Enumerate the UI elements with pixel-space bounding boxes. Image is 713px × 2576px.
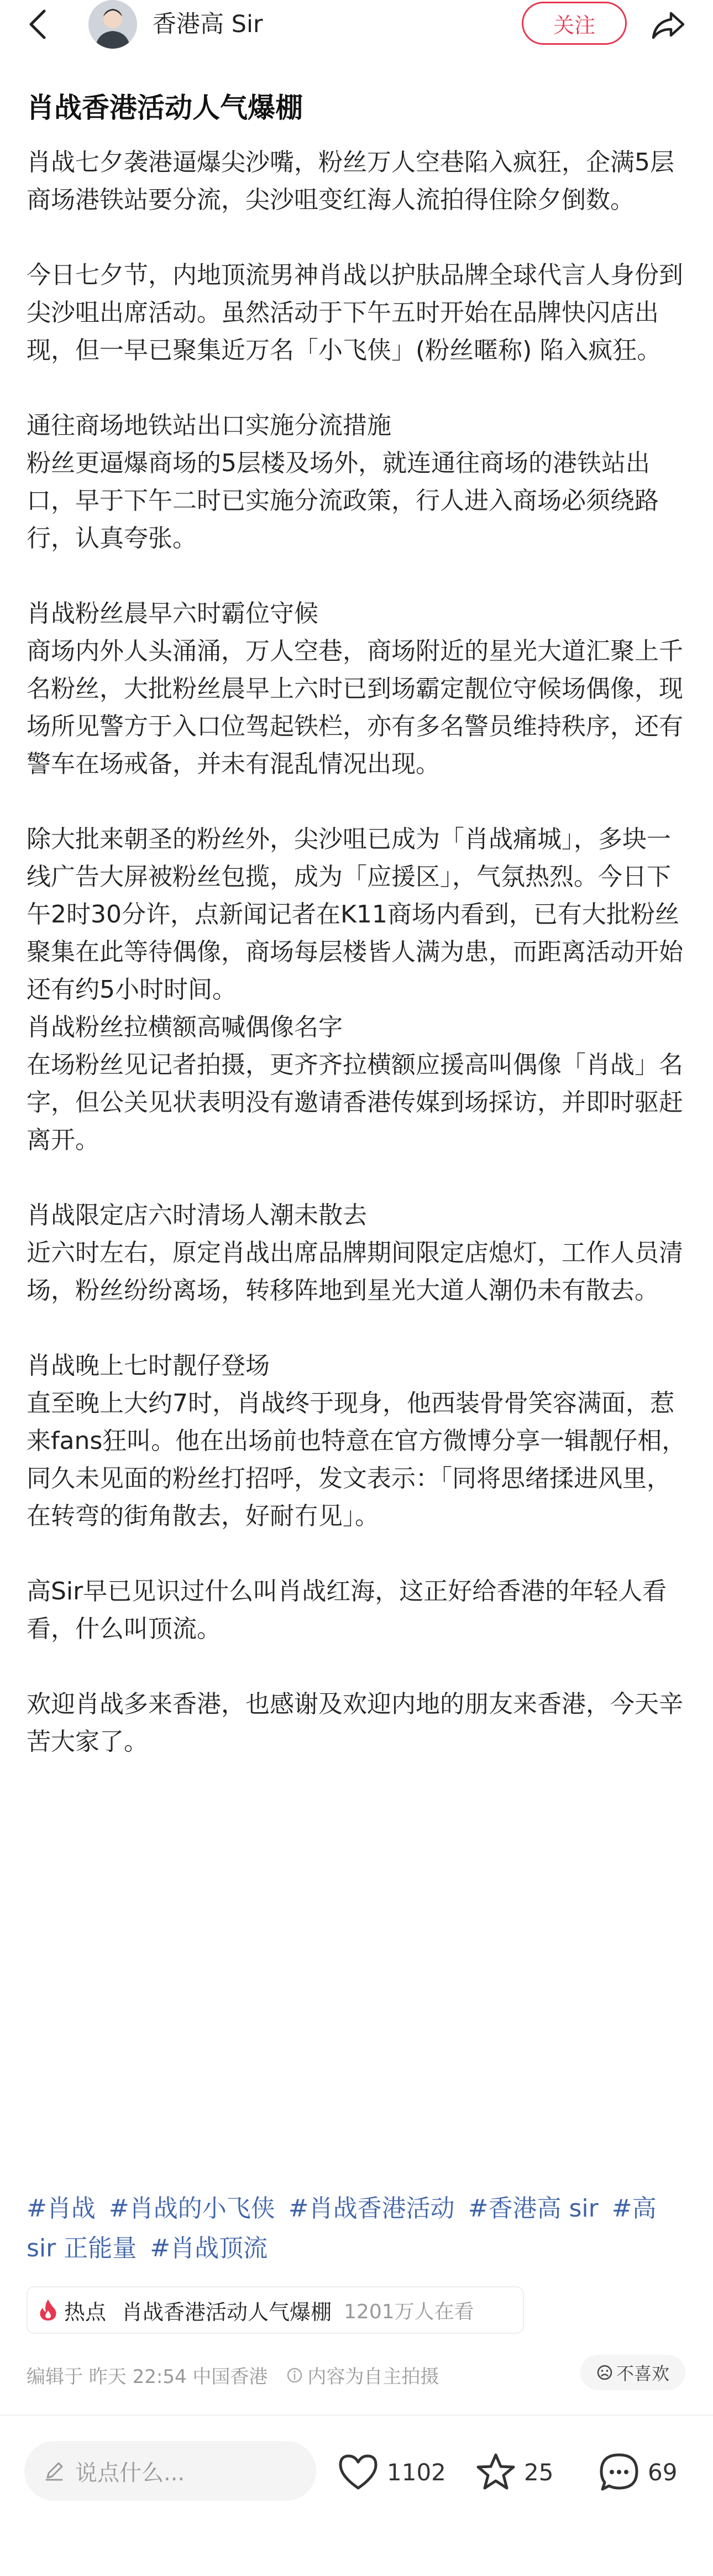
author-avatar[interactable]: [88, 0, 137, 49]
hot-topic-title: 肖战香港活动人气爆棚: [122, 2299, 332, 2324]
comment-count: 69: [648, 2458, 678, 2486]
favorite-count: 25: [524, 2458, 554, 2486]
paragraph-text: 商场内外人头涌涌，万人空巷，商场附近的星光大道汇聚上千名粉丝，大批粉丝晨早上六时已到场霸定靓位守候场偶像，现场所见警方于入口位驾起铁栏，亦有多名警员维持秩序，还有警车在场戒备，并未有混乱情况出现。: [27, 637, 683, 778]
hashtag[interactable]: #高 sir 正能量: [27, 2194, 657, 2262]
section-heading: 肖战粉丝拉横额高喊偶像名字: [27, 1013, 343, 1041]
paragraph: [27, 1197, 688, 1310]
paragraph: [27, 821, 688, 1159]
hashtag[interactable]: #香港高 sir: [468, 2194, 599, 2223]
heart-icon: [337, 2453, 379, 2491]
avatar-icon: [88, 0, 137, 49]
post-meta: [27, 2361, 439, 2389]
info-icon: [286, 2367, 303, 2384]
chevron-left-icon: [27, 8, 49, 41]
post-body: [27, 144, 688, 1798]
hot-topic-count: 1201万人在看: [344, 2300, 474, 2323]
comment-button[interactable]: [598, 2444, 677, 2500]
back-button[interactable]: [20, 3, 55, 45]
paragraph: [27, 595, 688, 783]
share-button[interactable]: [647, 4, 689, 46]
paragraph-text: 近六时左右，原定肖战出席品牌期间限定店熄灯，工作人员清场，粉丝纷纷离场，转移阵地到星光大道人潮仍未有散去。: [27, 1239, 683, 1305]
post-header: [0, 0, 713, 51]
star-icon: [475, 2452, 516, 2492]
section-heading: 肖战晚上七时靓仔登场: [27, 1352, 270, 1380]
paragraph-text: 高Sir早已见识过什么叫肖战红海，这正好给香港的年轻人看看，什么叫顶流。: [27, 1577, 667, 1643]
paragraph: [27, 407, 688, 557]
section-heading: 通往商场地铁站出口实施分流措施: [27, 411, 391, 440]
comment-placeholder: 说点什么...: [75, 2460, 185, 2486]
source-note: [286, 2361, 439, 2389]
sad-face-icon: [596, 2364, 613, 2381]
paragraph-text: 直至晚上大约7时，肖战终于现身，他西装骨骨笑容满面，惹来fans狂叫。他在出场前也特意在官方微博分享一辑靓仔相，同久未见面的粉丝打招呼，发文表示：「同将思绪揉进风里，在转弯的街角散去，好耐冇见」。: [27, 1389, 686, 1530]
hashtag[interactable]: #肖战顶流: [150, 2234, 268, 2262]
paragraph: [27, 1347, 688, 1535]
like-count: 1102: [387, 2458, 446, 2486]
source-note-text: 内容为自主拍摄: [307, 2366, 439, 2388]
comment-bubble-icon: [598, 2452, 640, 2492]
paragraph-text: 欢迎肖战多来香港，也感谢及欢迎内地的朋友来香港，今天辛苦大家了。: [27, 1690, 683, 1756]
paragraph: [27, 144, 688, 219]
divider: [0, 2415, 713, 2416]
edit-time: 编辑于 昨天 22:54 中国香港: [27, 2366, 268, 2388]
hot-topic-card[interactable]: [27, 2286, 524, 2334]
hashtag[interactable]: #肖战的小飞侠: [108, 2194, 275, 2223]
hashtag[interactable]: #肖战香港活动: [288, 2194, 455, 2223]
paragraph-text: 除大批来朝圣的粉丝外，尖沙咀已成为「肖战痛城」，多块一线广告大屏被粉丝包揽，成为「应援区」，气氛热烈。今日下午2时30分许，点新闻记者在K11商场内看到，已有大批粉丝聚集在此等待偶像，商场每层楼皆人满为患，而距离活动开始还有约5小时时间。: [27, 825, 683, 1004]
paragraph-text: 肖战七夕袭港逼爆尖沙嘴，粉丝万人空巷陷入疯狂，企满5层商场港铁站要分流，尖沙咀变红海人流拍得住除夕倒数。: [27, 148, 674, 214]
follow-button[interactable]: 关注: [522, 2, 627, 45]
hashtag[interactable]: #肖战: [27, 2194, 96, 2223]
paragraph-text: 在场粉丝见记者拍摄，更齐齐拉横额应援高叫偶像「肖战」名字，但公关见状表明没有邀请香港传媒到场採访，并即时驱赶离开。: [27, 1051, 683, 1154]
paragraph: [27, 257, 688, 369]
section-heading: 肖战限定店六时清场人潮未散去: [27, 1201, 367, 1229]
dislike-label: 不喜欢: [616, 2363, 669, 2384]
post-title: 肖战香港活动人气爆棚: [27, 92, 303, 124]
paragraph-text: 粉丝更逼爆商场的5层楼及场外，就连通往商场的港铁站出口，早于下午二时已实施分流政策，行人进入商场必须绕路行，认真夸张。: [27, 449, 659, 552]
favorite-button[interactable]: [475, 2444, 553, 2500]
like-button[interactable]: [337, 2444, 446, 2500]
author-name[interactable]: 香港高 Sir: [153, 11, 263, 38]
hot-topic-label: 热点: [64, 2299, 107, 2324]
dislike-button[interactable]: [580, 2355, 685, 2390]
comment-input[interactable]: [24, 2441, 316, 2501]
paragraph-text: 今日七夕节，内地顶流男神肖战以护肤品牌全球代言人身份到尖沙咀出席活动。虽然活动于下午五时开始在品牌快闪店出现，但一早已聚集近万名「小飞侠」(粉丝暱称) 陷入疯狂。: [27, 261, 683, 364]
hashtag-list: [27, 2189, 688, 2269]
flame-icon: [39, 2298, 57, 2322]
share-arrow-icon: [650, 10, 685, 41]
paragraph: [27, 1686, 688, 1761]
paragraph: [27, 1573, 688, 1648]
section-heading: 肖战粉丝晨早六时霸位守候: [27, 599, 318, 628]
pencil-icon: [43, 2460, 65, 2482]
